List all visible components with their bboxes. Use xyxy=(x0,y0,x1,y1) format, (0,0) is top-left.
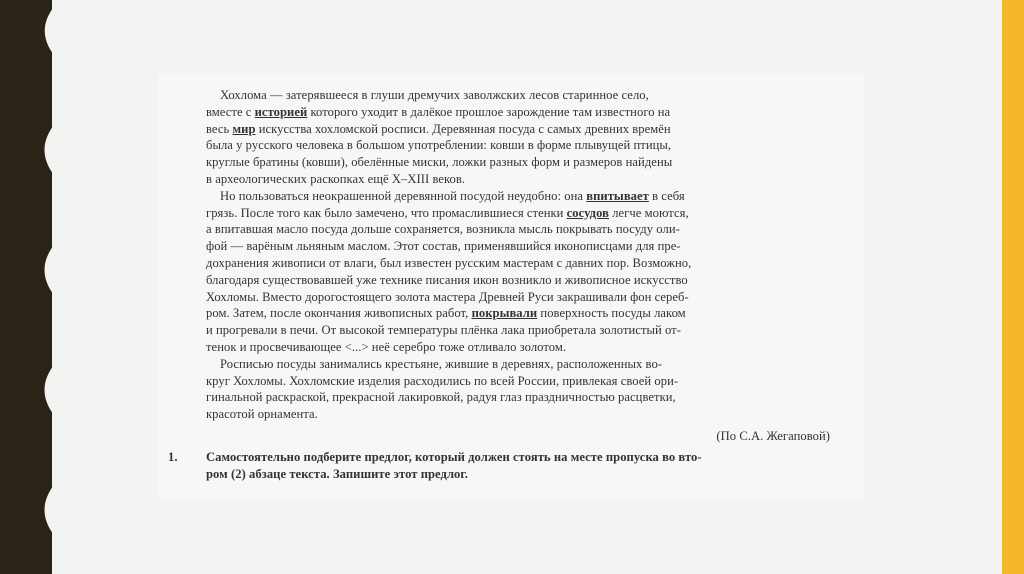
text-line: была у русского человека в большом употреблении: ковши в форме плывущей птицы, xyxy=(206,138,672,153)
underlined-word: историей xyxy=(254,104,308,119)
task-text xyxy=(206,449,832,483)
underlined-word: покрывали xyxy=(471,306,538,321)
text-line: благодаря существовавшей уже технике писания икон возникло и живописное искусство xyxy=(206,272,688,287)
task-number: 1. xyxy=(168,449,178,464)
text-line: фой — варёным льняным маслом. Этот состав, применявшийся иконописцами для пре- xyxy=(206,239,681,254)
paragraph-3 xyxy=(206,356,832,423)
underlined-word: сосудов xyxy=(566,205,609,220)
text-line: и прогревали в печи. От высокой температуры плёнка лака приобретала золотистый от- xyxy=(206,323,681,338)
text-line: гинальной раскраской, прекрасной лакировкой, радуя глаз праздничностью расцветки, xyxy=(206,390,676,405)
accent-bar xyxy=(1002,0,1024,574)
task-1 xyxy=(168,449,832,483)
text-line: Но пользоваться неокрашенной деревянной посудой неудобно: она впитывает в себя xyxy=(220,188,685,203)
text-line: весь мир искусства хохломской росписи. Деревянная посуда с самых древних времён xyxy=(206,121,671,136)
underlined-word: мир xyxy=(232,121,256,136)
text-line: грязь. После того как было замечено, что промаслившиеся стенки сосудов легче моются, xyxy=(206,205,689,220)
text-line: Хохломы. Вместо дорогостоящего золота мастера Древней Руси закрашивали фон сереб- xyxy=(206,289,689,304)
text-line: ром. Затем, после окончания живописных работ, покрывали поверхность посуды лаком xyxy=(206,306,686,321)
underlined-word: впитывает xyxy=(586,188,649,203)
text-line: тенок и просвечивающее <...> неё серебро тоже отливало золотом. xyxy=(206,339,567,354)
scanned-text-image xyxy=(158,74,864,498)
text-line: красотой орнамента. xyxy=(206,407,318,422)
task-line: Самостоятельно подберите предлог, который должен стоять на месте пропуска во вто- xyxy=(206,449,702,464)
text-line: Хохлома — затерявшееся в глуши дремучих заволжских лесов старинное село, xyxy=(220,88,649,102)
paragraph-1 xyxy=(206,87,832,188)
text-line: круг Хохломы. Хохломские изделия расходились по всей России, привлекая своей ори- xyxy=(206,373,679,388)
text-line: круглые братины (ковши), обелённые миски, ложки разных форм и размеров найдены xyxy=(206,155,673,170)
text-line: вместе с историей которого уходит в далёкое прошлое зарождение там известного на xyxy=(206,104,671,119)
text-line: Росписью посуды занимались крестьяне, жившие в деревнях, расположенных во- xyxy=(220,356,663,371)
source-attribution: (По С.А. Жегаповой) xyxy=(716,428,830,443)
paragraph-2 xyxy=(206,188,832,356)
task-line: ром (2) абзаце текста. Запишите этот предлог. xyxy=(206,466,468,481)
text-line: в археологических раскопках ещё X–XIII веков. xyxy=(206,171,466,186)
text-line: дохранения живописи от влаги, был известен русским мастерам с давних пор. Возможно, xyxy=(206,255,692,270)
text-line: а впитавшая масло посуда дольше сохраняется, возникла мысль покрывать посуду оли- xyxy=(206,222,680,237)
